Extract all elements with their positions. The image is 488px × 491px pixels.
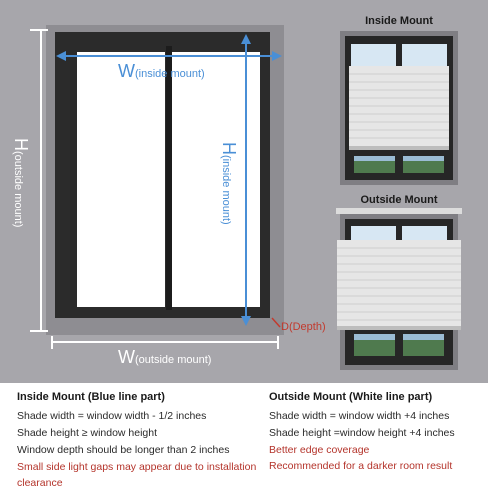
inside-note-width: Shade width = window width - 1/2 inches [17, 410, 207, 422]
outside-mount-notes-title: Outside Mount (White line part) [269, 391, 433, 403]
outside-mount-illustration [336, 208, 462, 370]
inside-width-label: W(inside mount) [118, 61, 205, 81]
depth-label: D(Depth) [281, 321, 326, 333]
outside-height-line [30, 30, 48, 331]
svg-text:H(outside mount): H(outside mount) [11, 138, 31, 228]
inside-mount-notes [17, 391, 257, 491]
svg-text:H(inside mount): H(inside mount) [219, 142, 239, 225]
inside-mount-illustration [340, 31, 458, 185]
outside-mount-notes [269, 391, 484, 474]
outside-note-darker: Recommended for a darker room result [269, 460, 453, 472]
inside-note-depth: Window depth should be longer than 2 inches [17, 444, 230, 456]
outside-height-label [11, 138, 31, 227]
measurement-notes [0, 383, 488, 487]
outside-note-width: Shade width = window width +4 inches [269, 410, 450, 422]
inside-note-height: Shade height ≥ window height [17, 427, 158, 439]
inside-mount-notes-title: Inside Mount (Blue line part) [17, 391, 165, 403]
outside-note-height: Shade height =window height +4 inches [269, 427, 455, 439]
window-pane-left [77, 52, 165, 307]
outside-width-line [52, 336, 278, 349]
inside-mount-title: Inside Mount [365, 15, 433, 27]
window-mullion [166, 46, 172, 310]
outside-mount-title: Outside Mount [360, 194, 438, 206]
inside-note-warning: Small side light gaps may appear due to installation clearance [17, 461, 257, 489]
outside-note-coverage: Better edge coverage [269, 444, 370, 456]
outside-width-label: W(outside mount) [118, 347, 212, 367]
